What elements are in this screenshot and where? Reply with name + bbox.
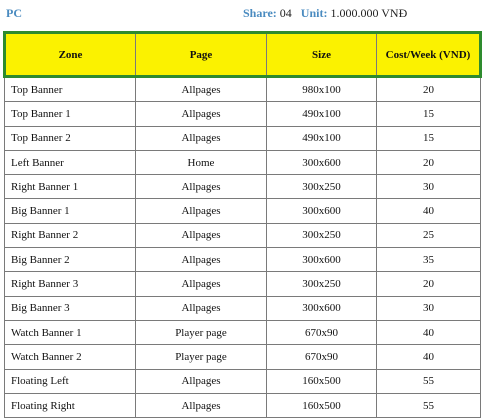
unit-label: Unit: <box>300 6 328 20</box>
table-row <box>5 102 481 126</box>
column-header-page: Page <box>136 33 267 77</box>
page-cell: Allpages <box>136 393 267 417</box>
share-label: Share: <box>243 6 277 20</box>
column-header-size: Size <box>267 33 377 77</box>
cost-cell: 30 <box>377 296 481 320</box>
table-row <box>5 175 481 199</box>
zone-cell: Right Banner 2 <box>5 223 136 247</box>
table-row <box>5 320 481 344</box>
page-cell: Allpages <box>136 223 267 247</box>
size-cell: 670x90 <box>267 320 377 344</box>
table-row <box>5 77 481 102</box>
zone-cell: Top Banner 1 <box>5 102 136 126</box>
cost-cell: 40 <box>377 320 481 344</box>
size-cell: 300x600 <box>267 248 377 272</box>
unit-value: 1.000.000 VNĐ <box>330 6 408 20</box>
size-cell: 980x100 <box>267 77 377 102</box>
meta-info <box>243 6 407 21</box>
page-cell: Allpages <box>136 126 267 150</box>
cost-cell: 55 <box>377 393 481 417</box>
column-header-cost: Cost/Week (VND) <box>377 33 481 77</box>
table-row <box>5 369 481 393</box>
page-cell: Allpages <box>136 296 267 320</box>
page-cell: Player page <box>136 345 267 369</box>
pricing-table <box>3 31 482 418</box>
zone-cell: Floating Left <box>5 369 136 393</box>
page-cell: Allpages <box>136 272 267 296</box>
page-header <box>0 0 484 30</box>
zone-cell: Floating Right <box>5 393 136 417</box>
size-cell: 300x250 <box>267 272 377 296</box>
page-cell: Home <box>136 150 267 174</box>
table-row <box>5 272 481 296</box>
table-row <box>5 248 481 272</box>
size-cell: 300x600 <box>267 296 377 320</box>
cost-cell: 15 <box>377 102 481 126</box>
page-cell: Allpages <box>136 248 267 272</box>
cost-cell: 20 <box>377 77 481 102</box>
table-row <box>5 150 481 174</box>
table-header-row <box>5 33 481 77</box>
pricing-table-container <box>3 31 479 418</box>
page-cell: Allpages <box>136 77 267 102</box>
table-row <box>5 393 481 417</box>
table-row <box>5 223 481 247</box>
cost-cell: 55 <box>377 369 481 393</box>
size-cell: 490x100 <box>267 102 377 126</box>
table-row <box>5 126 481 150</box>
size-cell: 300x250 <box>267 175 377 199</box>
zone-cell: Right Banner 1 <box>5 175 136 199</box>
size-cell: 300x600 <box>267 199 377 223</box>
cost-cell: 15 <box>377 126 481 150</box>
size-cell: 490x100 <box>267 126 377 150</box>
size-cell: 300x600 <box>267 150 377 174</box>
cost-cell: 25 <box>377 223 481 247</box>
table-row <box>5 199 481 223</box>
section-title: PC <box>6 6 22 20</box>
column-header-zone: Zone <box>5 33 136 77</box>
size-cell: 160x500 <box>267 393 377 417</box>
table-body <box>5 77 481 418</box>
cost-cell: 20 <box>377 272 481 296</box>
zone-cell: Top Banner <box>5 77 136 102</box>
zone-cell: Watch Banner 2 <box>5 345 136 369</box>
cost-cell: 40 <box>377 345 481 369</box>
zone-cell: Watch Banner 1 <box>5 320 136 344</box>
zone-cell: Big Banner 3 <box>5 296 136 320</box>
cost-cell: 35 <box>377 248 481 272</box>
page-cell: Allpages <box>136 175 267 199</box>
page-cell: Allpages <box>136 199 267 223</box>
cost-cell: 40 <box>377 199 481 223</box>
size-cell: 160x500 <box>267 369 377 393</box>
zone-cell: Left Banner <box>5 150 136 174</box>
share-value: 04 <box>279 6 292 20</box>
zone-cell: Top Banner 2 <box>5 126 136 150</box>
size-cell: 300x250 <box>267 223 377 247</box>
zone-cell: Right Banner 3 <box>5 272 136 296</box>
page-cell: Player page <box>136 320 267 344</box>
size-cell: 670x90 <box>267 345 377 369</box>
zone-cell: Big Banner 2 <box>5 248 136 272</box>
page-cell: Allpages <box>136 102 267 126</box>
table-row <box>5 345 481 369</box>
zone-cell: Big Banner 1 <box>5 199 136 223</box>
table-row <box>5 296 481 320</box>
page-cell: Allpages <box>136 369 267 393</box>
cost-cell: 20 <box>377 150 481 174</box>
cost-cell: 30 <box>377 175 481 199</box>
